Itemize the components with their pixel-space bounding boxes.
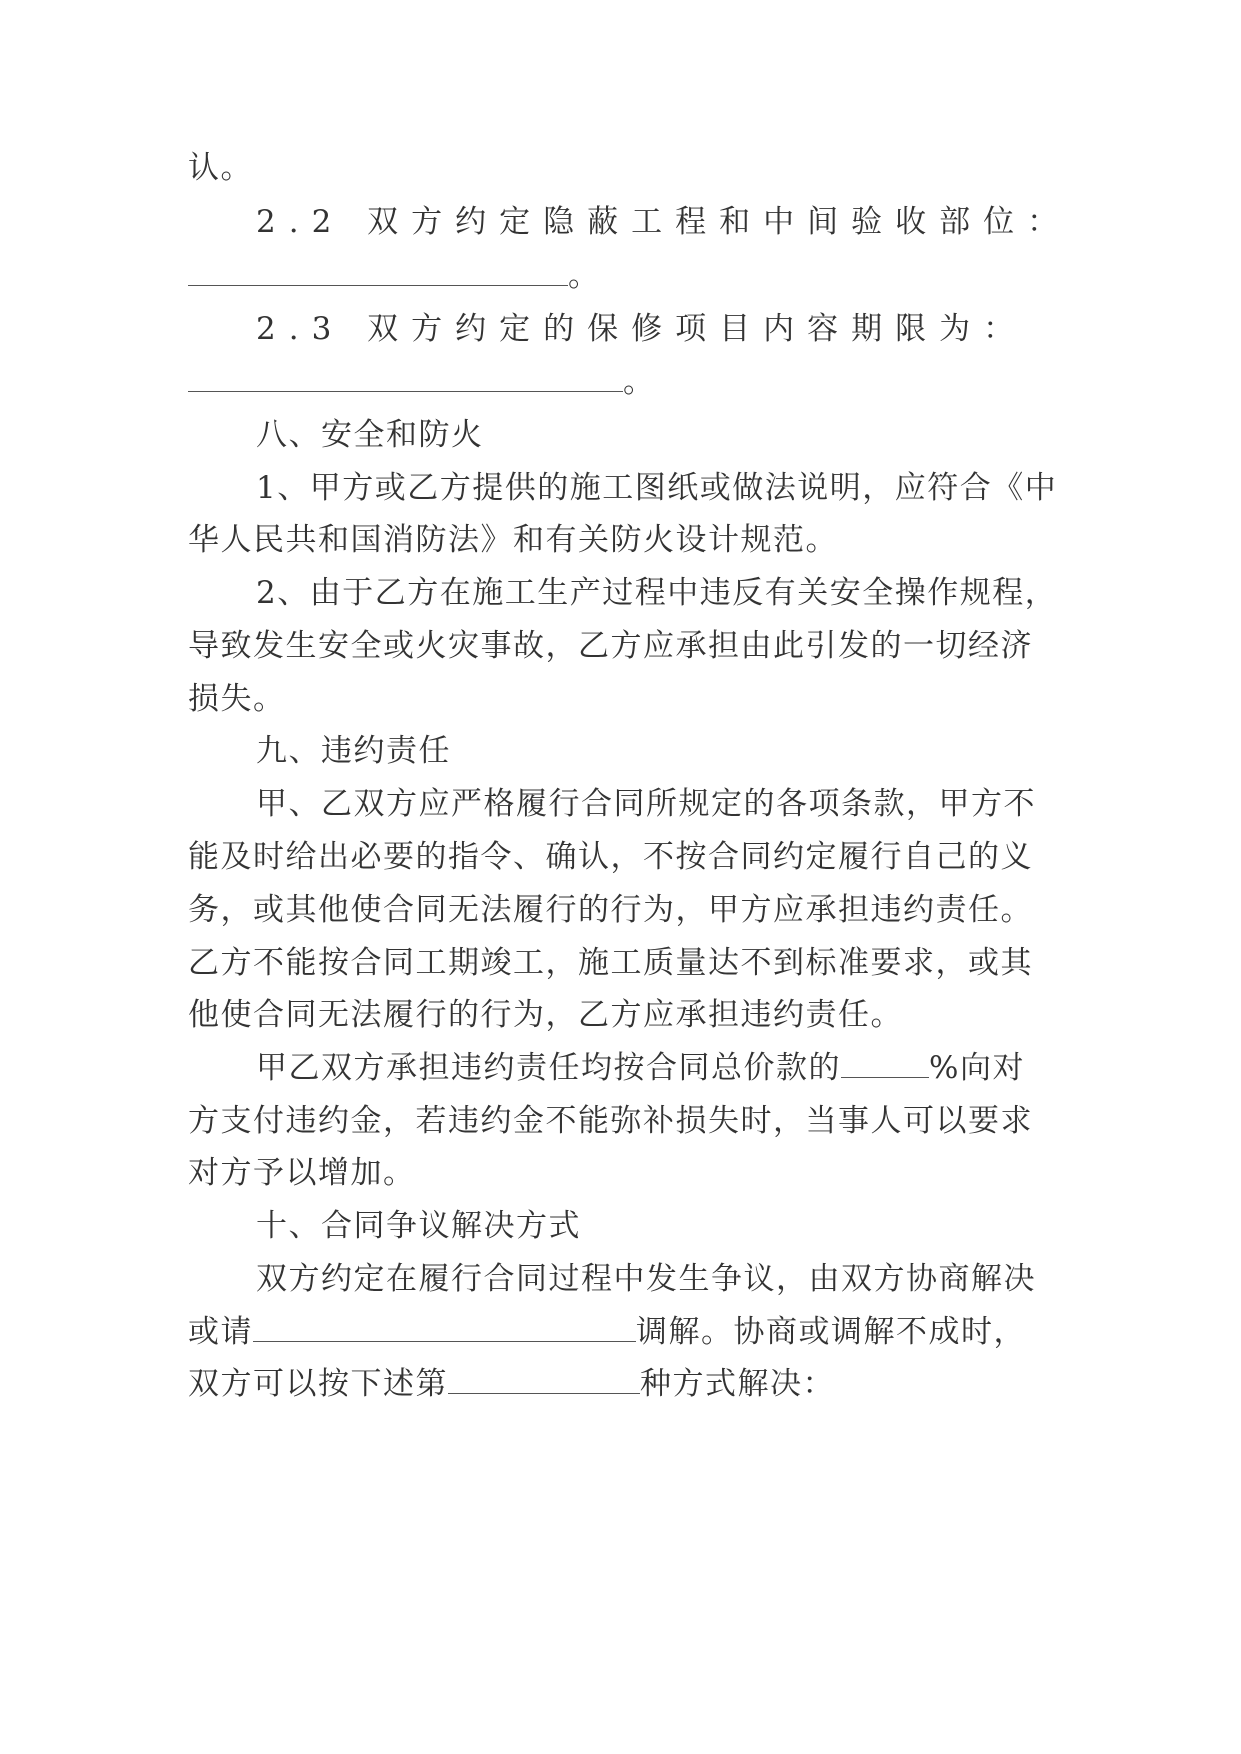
section-heading-8: 八、安全和防火 (256, 417, 484, 453)
paragraph-line: 他使合同无法履行的行为，乙方应承担违约责任。 (188, 997, 903, 1033)
paragraph-line: 对方予以增加。 (188, 1155, 416, 1191)
paragraph-line: 甲、乙双方应严格履行合同所规定的各项条款，甲方不 (256, 786, 1036, 822)
paragraph-line: 或请 调解。协商或调解不成时， (188, 1314, 1026, 1350)
paragraph-line: 2、由于乙方在施工生产过程中违反有关安全操作规程， (256, 575, 1058, 611)
fill-in-blank (253, 1333, 636, 1342)
paragraph-line: 乙方不能按合同工期竣工，施工质量达不到标准要求，或其 (188, 945, 1033, 981)
paragraph-line: 双方约定在履行合同过程中发生争议，由双方协商解决 (256, 1261, 1036, 1297)
paragraph-line: 华人民共和国消防法》和有关防火设计规范。 (188, 522, 838, 558)
section-heading-10: 十、合同争议解决方式 (256, 1208, 581, 1244)
paragraph-line: 方支付违约金，若违约金不能弥补损失时，当事人可以要求 (188, 1103, 1033, 1139)
fill-in-blank (188, 277, 568, 286)
clause-2-2: 2.2 双方约定隐蔽工程和中间验收部位： (256, 204, 1072, 240)
fill-in-blank (448, 1385, 640, 1394)
paragraph-line: 双方可以按下述第 种方式解决： (188, 1366, 835, 1402)
fill-in-blank (188, 383, 623, 392)
paragraph-line: 导致发生安全或火灾事故，乙方应承担由此引发的一切经济 (188, 628, 1033, 664)
paragraph-line: 甲乙双方承担违约责任均按合同总价款的 %向对 (256, 1050, 1025, 1086)
paragraph-line: 能及时给出必要的指令、确认，不按合同约定履行自己的义 (188, 839, 1033, 875)
paragraph-line: 损失。 (188, 681, 286, 717)
clause-2-3: 2.3 双方约定的保修项目内容期限为： (256, 311, 1028, 347)
paragraph-line: 1、甲方或乙方提供的施工图纸或做法说明，应符合《中 (256, 470, 1058, 506)
text-line: 认。 (188, 150, 253, 186)
section-heading-9: 九、违约责任 (256, 733, 451, 769)
fill-in-blank (841, 1069, 929, 1078)
blank-line: 。 (188, 256, 601, 296)
paragraph-line: 务，或其他使合同无法履行的行为，甲方应承担违约责任。 (188, 892, 1033, 928)
blank-line: 。 (188, 362, 656, 402)
